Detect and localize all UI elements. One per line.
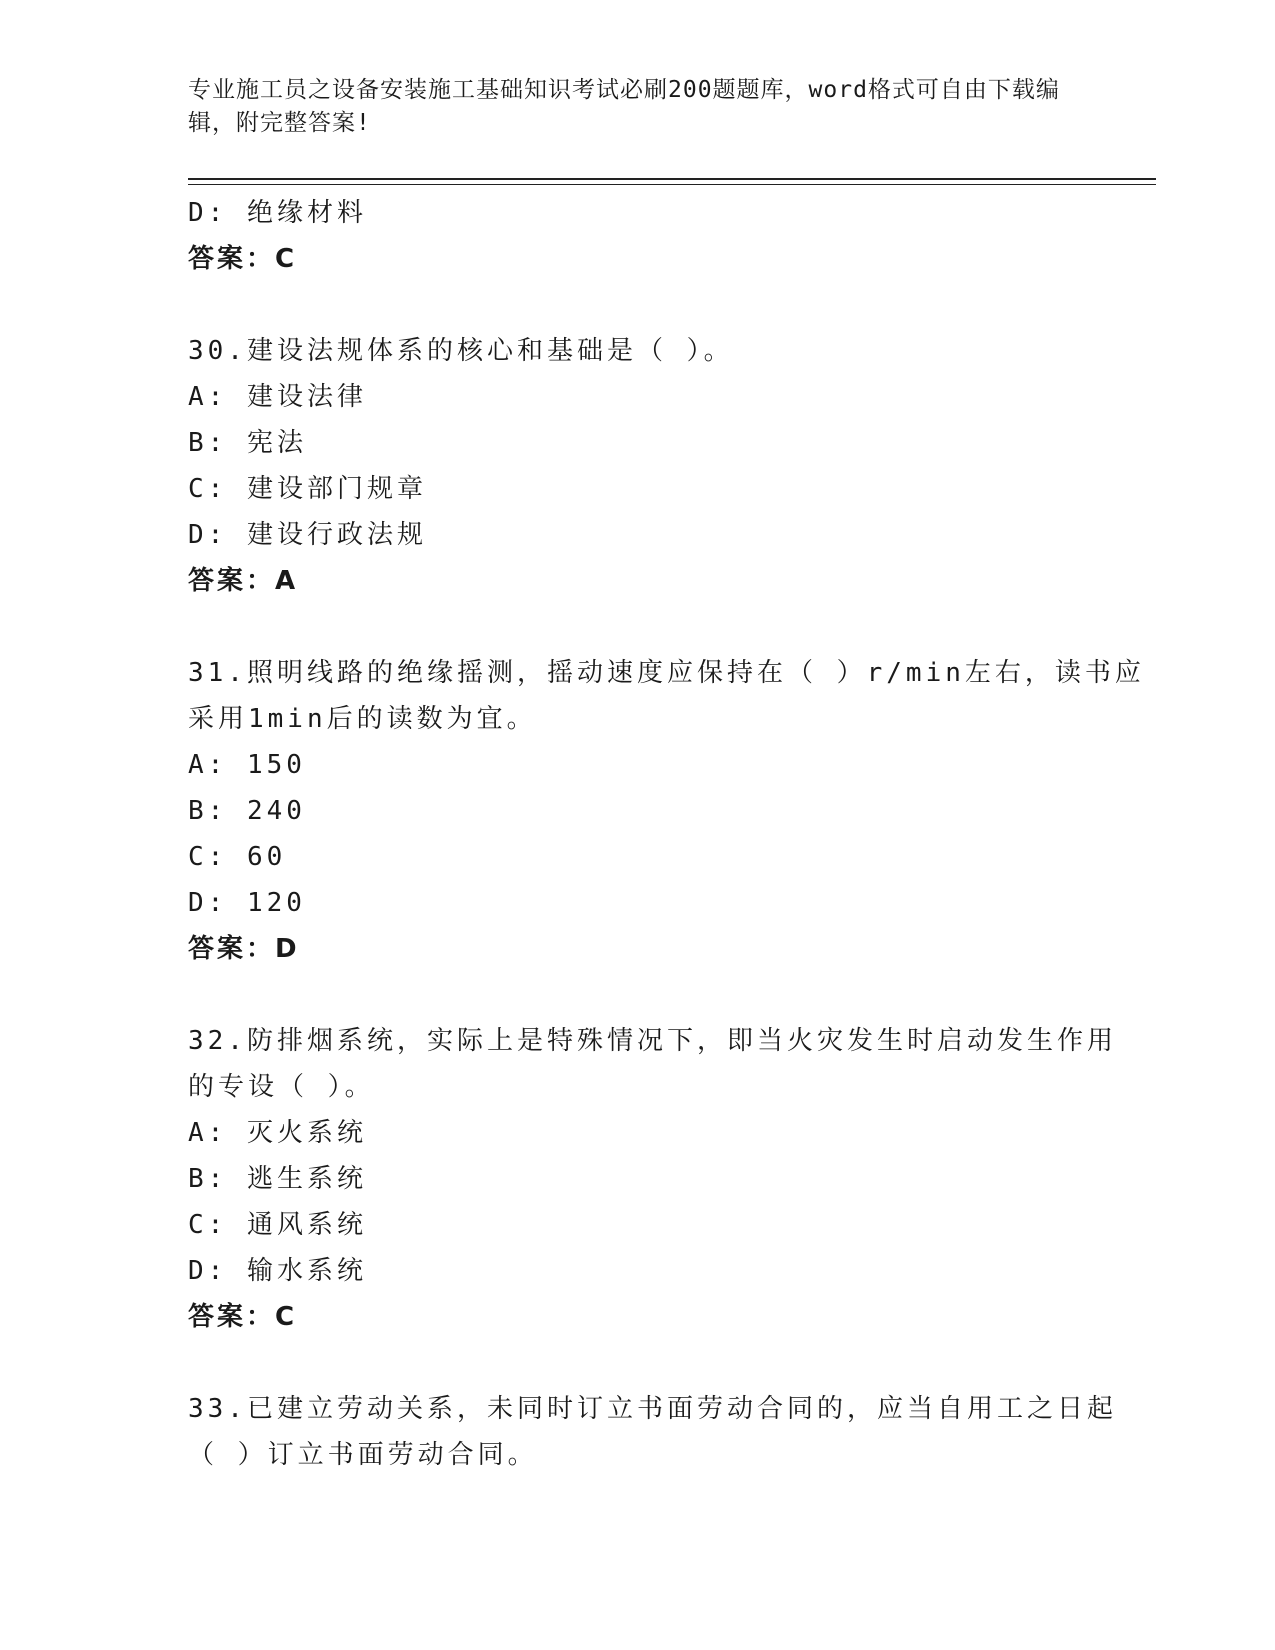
question-stem-line2: 采用1min后的读数为宜。 <box>188 704 537 734</box>
option-d: D: 输水系统 <box>188 1256 367 1286</box>
question-stem-line1: 33.已建立劳动关系，未同时订立书面劳动合同的，应当自用工之日起 <box>188 1394 1117 1424</box>
option-d: D: 120 <box>188 888 306 918</box>
option-c: C: 60 <box>188 842 287 872</box>
answer: 答案：D <box>188 934 300 964</box>
option-b: B: 240 <box>188 796 306 826</box>
option-a: A: 建设法律 <box>188 382 367 412</box>
question-stem: 30.建设法规体系的核心和基础是（ ）。 <box>188 336 734 366</box>
answer: 答案：C <box>188 1302 298 1332</box>
question-33 <box>188 1386 1117 1478</box>
question-stem-line1: 31.照明线路的绝缘摇测，摇动速度应保持在（ ）r/min左右，读书应 <box>188 658 1145 688</box>
option-b: B: 逃生系统 <box>188 1164 367 1194</box>
question-list <box>188 190 1145 1478</box>
question-31 <box>188 650 1145 972</box>
option-c: C: 通风系统 <box>188 1210 367 1240</box>
question-30 <box>188 328 1088 604</box>
question-32 <box>188 1018 1117 1340</box>
option-a: A: 灭火系统 <box>188 1118 367 1148</box>
option-c: C: 建设部门规章 <box>188 474 427 504</box>
question-stem-line2: 的专设（ ）。 <box>188 1072 375 1102</box>
answer: 答案：A <box>188 566 299 596</box>
question-stem-line2: （ ）订立书面劳动合同。 <box>188 1440 538 1470</box>
question-stem-line1: 32.防排烟系统，实际上是特殊情况下，即当火灾发生时启动发生作用 <box>188 1026 1117 1056</box>
prev-answer: 答案：C <box>188 244 298 274</box>
document-header: 专业施工员之设备安装施工基础知识考试必刷200题题库，word格式可自由下载编辑，附完整答案! <box>188 77 1060 136</box>
header-divider-thick <box>188 178 1156 180</box>
option-b: B: 宪法 <box>188 428 307 458</box>
option-d: D: 建设行政法规 <box>188 520 427 550</box>
prev-option-d: D: 绝缘材料 <box>188 198 367 228</box>
option-a: A: 150 <box>188 750 306 780</box>
header-divider-thin <box>188 184 1156 185</box>
